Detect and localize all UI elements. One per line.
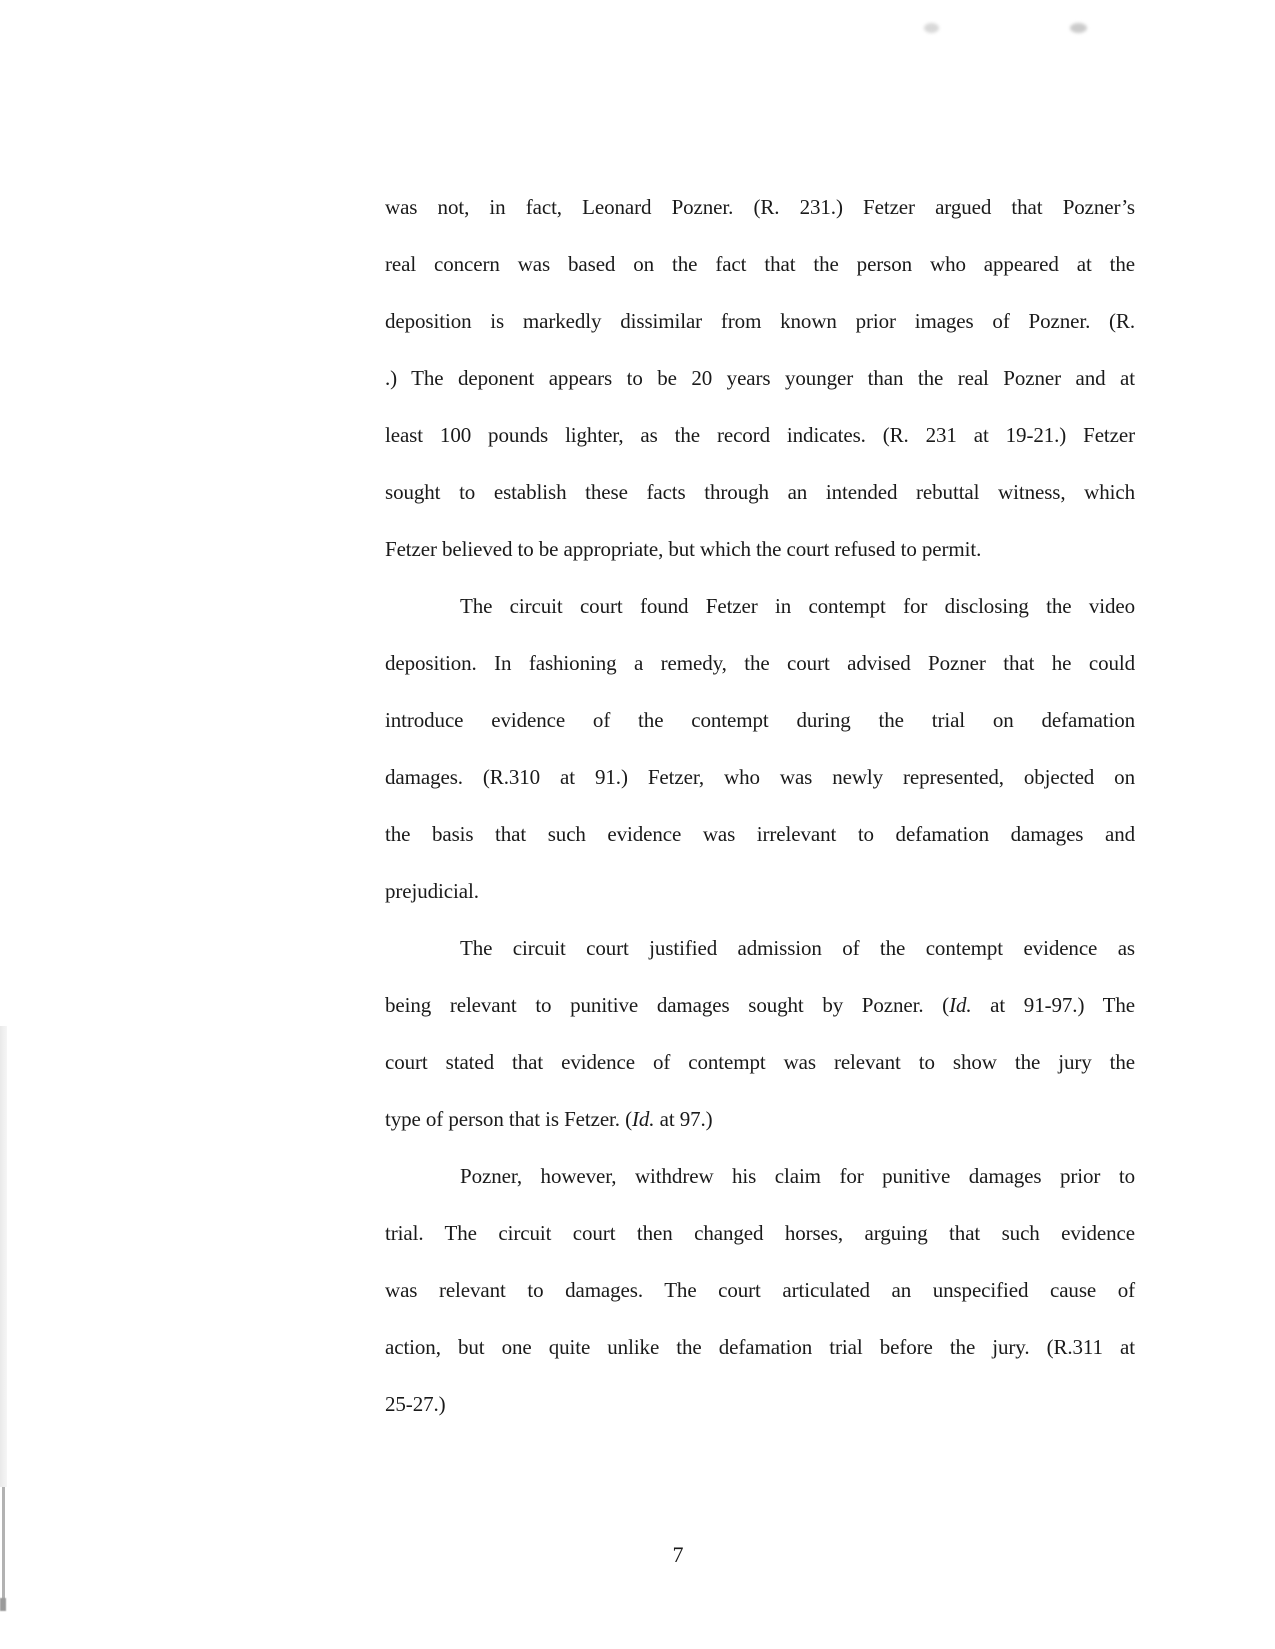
text-line: least 100 pounds lighter, as the record indicates. (R. 231 at 19-21.) Fetzer (385, 423, 1135, 447)
text-line: The circuit court justified admission of the contempt evidence as (460, 936, 1135, 960)
text-line: the basis that such evidence was irrelevant to defamation damages and (385, 822, 1135, 846)
text-line: Fetzer believed to be appropriate, but which the court refused to permit. (385, 537, 982, 561)
document-body (385, 179, 1135, 1433)
text-line: sought to establish these facts through an intended rebuttal witness, which (385, 480, 1135, 504)
text-line: court stated that evidence of contempt was relevant to show the jury the (385, 1050, 1135, 1074)
text-line: action, but one quite unlike the defamation trial before the jury. (R.311 at (385, 1335, 1135, 1359)
scan-edge-strip-dark (2, 1487, 5, 1599)
text-line: The circuit court found Fetzer in contempt for disclosing the video (460, 594, 1135, 618)
text-line: was relevant to damages. The court articulated an unspecified cause of (385, 1278, 1135, 1302)
scan-edge-strip-light (0, 1026, 7, 1487)
text-line: Pozner, however, withdrew his claim for punitive damages prior to (460, 1164, 1135, 1188)
text-line: type of person that is Fetzer. (Id. at 97.) (385, 1107, 713, 1131)
text-line: deposition is markedly dissimilar from known prior images of Pozner. (R. (385, 309, 1135, 333)
text-line: .) The deponent appears to be 20 years younger than the real Pozner and at (385, 366, 1135, 390)
text-line: prejudicial. (385, 879, 479, 903)
text-line: introduce evidence of the contempt during the trial on defamation (385, 708, 1135, 732)
text-line: trial. The circuit court then changed horses, arguing that such evidence (385, 1221, 1135, 1245)
text-line: deposition. In fashioning a remedy, the court advised Pozner that he could (385, 651, 1135, 675)
text-line: was not, in fact, Leonard Pozner. (R. 231.) Fetzer argued that Pozner’s (385, 195, 1135, 219)
text-line: real concern was based on the fact that the person who appeared at the (385, 252, 1135, 276)
scan-edge-notch (0, 1598, 6, 1611)
text-line: 25-27.) (385, 1392, 446, 1416)
scan-smudge-left (924, 23, 939, 33)
page-number: 7 (672, 1542, 684, 1567)
text-line: being relevant to punitive damages sought by Pozner. (Id. at 91-97.) The (385, 993, 1135, 1017)
text-line: damages. (R.310 at 91.) Fetzer, who was newly represented, objected on (385, 765, 1135, 789)
scan-smudge-right (1070, 23, 1087, 33)
